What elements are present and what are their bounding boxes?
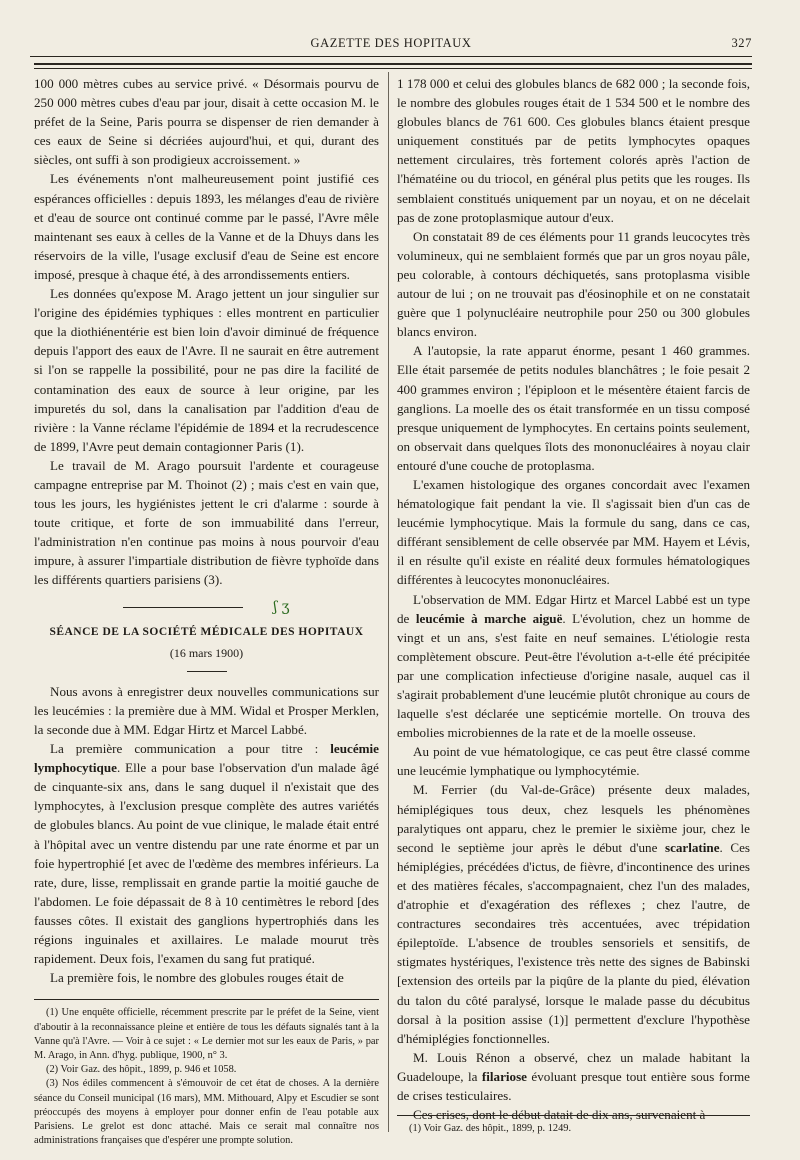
footnote: (1) Voir Gaz. des hôpit., 1899, p. 1249.: [409, 1123, 572, 1134]
footnotes: [34, 1006, 379, 1148]
paragraph: Nous avons à enregistrer deux nouvelles communications sur les leucémies : la première due à MM. Widal et Prosper Merklen, la seconde due à MM. Edgar Hirtz et Marcel Labbé.: [34, 683, 379, 737]
short-rule: [187, 671, 227, 672]
paragraph: L'examen histologique des organes concordait avec l'examen hématologique fait pendant la vie. Il s'agissait bien d'un cas de leucémie lymphocytique. Mais la formule du sang, dans ce cas, différant sensiblement de celle observée par MM. Hayem et Lévis, il en résulte qu'il existe en réalité deux formules hématologiques différentes à leucocytes mononucléaires.: [397, 476, 750, 588]
header-double-rule: [34, 63, 752, 69]
bold-term: leucémie lymphocytique: [34, 741, 379, 776]
paragraph-text: M. Ferrier (du Val-de-Grâce) présente deux malades, hémiplégiques tous deux, chez lesquels les phénomènes paralytiques ont apparu, chez le premier le sixième jour, chez le second le septième jour après le début d'une: [397, 782, 750, 855]
header-rule: [30, 56, 752, 57]
page-number: 327: [731, 36, 752, 50]
bold-term: leucémie à marche aiguë: [415, 610, 563, 626]
paragraph: Les données qu'expose M. Arago jettent un jour singulier sur l'origine des épidémies typhiques : elles montrent en particulier que la diothiénentérie est bien loin d'avoir diminué de fréquence depuis l'apport des eaux de l'Avre. Il ne saurait en être autrement si l'on se rappelle la possibilité, pour ne pas dire la facilité de contamination des eaux de source à leur origine, par les impuretés du sol, dans la canalisation par l'addition d'eau de rivière : la Vanne réclame l'épidémie de 1894 et la recrudescence de 1899, l'Avre peut demain contagionner Paris (1).: [34, 286, 379, 454]
paragraph: [397, 590, 750, 743]
paragraph: [397, 780, 750, 1047]
paragraph-text: M. Louis Rénon a observé, chez un malade habitant la Guadeloupe, la: [397, 1049, 750, 1084]
paragraph-text: . Elle a pour base l'observation d'un malade âgé de cinquante-six ans, dans le sang duquel il n'existait que des lymphocytes, à l'exclusion presque complète des autres variétés de globules blancs. Au point de vue clinique, le malade était entré à l'hôpital avec un ventre distendu par une rate énorme et par un foie hypertrophié [et avec de l'œdème des membres inférieurs. La rate, dure, lisse, remplissait en grande partie la moitié gauche de l'abdomen. Le foie dépassait de 8 à 10 centimètres le rebord [des fausses côtes. Il existait des ganglions hypertrophiés dans les régions inguinales et axillaires. Le malade mourut très rapidement. Deux fois, l'examen du sang fut pratiqué.: [34, 760, 379, 967]
paragraph-text: . L'évolution, chez un homme de vingt et un ans, s'est faite en neuf semaines. L'étiologie resta complètement obscure. Peut-être l'évolution a-t-elle été précipitée par une complication infectieuse d'origine nasale, auquel cas il s'agirait probablement d'une leucémie plutôt chronique au cours de laquelle s'est déclarée une septicémie mortelle. On trouva des embolies microbiennes de la rate et de la moelle osseuse.: [397, 610, 750, 741]
paragraph: Les événements n'ont malheureusement point justifié ces espérances officielles : depuis 1893, les mélanges d'eau de rivière et d'eau de source ont continué comme par le passé, l'Avre mêle maintenant ses eaux à celles de la Vanne et de la Dhuys dans les réservoirs de la ville, l'usage exclusif d'eau de Seine est encore imposé, presque à chaque été, à des arrondissements entiers.: [34, 171, 379, 282]
journal-title: GAZETTE DES HOPITAUX: [310, 36, 472, 50]
section-date: (16 mars 1900): [169, 645, 244, 660]
paragraph: Ces crises, dont le début datait de dix ans, survenaient à: [413, 1107, 706, 1123]
column-divider: [388, 72, 389, 1132]
paragraph: [397, 1048, 750, 1105]
paragraph-text: La première communication a pour titre :: [50, 741, 331, 757]
paragraph-text: . Ces hémiplégies, précédées d'ictus, de fièvre, d'incontinence des urines et des matières fécales, s'accompagnaient, chez l'un des malades, d'atrophie et d'exagération des réflexes ; chez l'autre, de contractures secondaires très accentuées, avec trépidation épileptoïde. L'absence de troubles sensoriels et sensitifs, de stigmates hystériques, l'existence très nette des signes de Babinski [extension des orteils par la piqûre de la plante du pied, élévation du talon du côté paralysé, lorsque le malade passe du décubitus dorsal à la position assise (1)] permettent d'exclure l'hypothèse d'hémiplégies fonctionnelles.: [397, 839, 750, 1046]
paragraph: 100 000 mètres cubes au service privé. « Désormais pourvu de 250 000 mètres cubes d'eau par jour, disait à cette occasion M. le préfet de la Seine, Paris pourra se dispenser de rien demander à ces eaux de Seine si décriées aujourd'hui, et qui, durant des siècles, ont suffi à son prodigieux accroissement. »: [34, 76, 379, 168]
footnotes: [397, 1122, 750, 1136]
page-header: [30, 36, 752, 52]
footnote: (1) Une enquête officielle, récemment prescrite par le préfet de la Seine, vient d'aboutir à la reconnaissance pleine et entière de tous les défauts signalés tant à la Vanne qu'à l'Avre. — Voir à ce sujet : « Le dernier mot sur les eaux de Paris, » par M. Arago, in Ann. d'hyg. publique, 1900, n° 3.: [34, 1007, 379, 1061]
section-title: SÉANCE DE LA SOCIÉTÉ MÉDICALE DES HOPITAUX: [49, 625, 364, 638]
paragraph: La première fois, le nombre des globules rouges était de: [50, 970, 344, 986]
footnote: (3) Nos édiles commencent à s'émouvoir de cet état de choses. A la dernière séance du Conseil municipal (16 mars), MM. Mithouard, Alpy et Escudier se sont préoccupés des moyens à employer pour donner enfin de l'eau potable aux Parisiens. Le grelot est donc attaché. Mais ce serait mal connaître nos administrations françaises que d'espérer une prompte solution.: [34, 1078, 379, 1147]
paragraph: 1 178 000 et celui des globules blancs de 682 000 ; la seconde fois, le nombre des globules rouges était de 1 534 500 et le nombre des globules blancs de 761 600. Ces globules blancs étaient presque uniquement constitués par de petits lymphocytes opaques nettement circulaires, très fortement colorés après l'action de l'hématéine ou du triocol, en général plus petits que les rouges. Ils semblaient constitués uniquement par un noyau, et on ne décelait pas de zone protoplasmique autour d'eux.: [397, 76, 750, 225]
footnote-rule: [34, 999, 379, 1000]
left-column: [34, 74, 379, 1148]
right-footnote-block: [397, 1103, 750, 1136]
bold-term: filariose: [481, 1068, 527, 1084]
handwritten-mark: ʃ ʒ: [273, 598, 290, 615]
paragraph: Le travail de M. Arago poursuit l'ardente et courageuse campagne entreprise par M. Thoinot (2) ; mais c'est en vain que, tous les jours, les hygiénistes jettent le cri d'alarme : sourde à toute critique, et forte de son immuabilité dans l'erreur, l'administration n'en continue pas moins à nous pourvoir d'eau impure, à assurer l'impartiale distribution de fièvre typhoïde dans les différents quartiers parisiens (3).: [34, 457, 379, 588]
paragraph: On constatait 89 de ces éléments pour 11 grands leucocytes très volumineux, qui ne semblaient formés que par un gros noyau pâle, peu colorable, à contours déchiquetés, sans protoplasma visible autour de lui ; on ne trouvait pas d'éosinophile et on ne constatait guère que 1 polynucléaire neutrophile pour 250 ou 300 globules blancs environ.: [397, 228, 750, 340]
paragraph: A l'autopsie, la rate apparut énorme, pesant 1 460 grammes. Elle était parsemée de petits nodules blanchâtres ; le foie pesait 2 400 grammes environ ; l'épiploon et le mésentère étaient farcis de ganglions. La moelle des os était transformée en un tissu composé presque uniquement de lymphocytes. En certains points seulement, on observait dans quelques îlots des mononucléaires à noyau clair entouré d'une couche de protoplasma.: [397, 343, 750, 473]
footnote-rule: [397, 1115, 750, 1116]
paragraph-text: L'observation de MM. Edgar Hirtz et Marcel Labbé est un type de: [397, 591, 750, 626]
paragraph: Au point de vue hématologique, ce cas peut être classé comme une leucémie lymphatique ou lymphocytémie.: [397, 744, 750, 779]
footnote: (2) Voir Gaz. des hôpit., 1899, p. 946 et 1058.: [46, 1064, 237, 1076]
section-separator: [34, 598, 379, 617]
separator-line: [123, 607, 243, 608]
paragraph: [34, 739, 379, 968]
bold-term: scarlatine: [664, 839, 720, 855]
right-column: [397, 74, 750, 1124]
paragraph-text: évoluant presque tout entière sous forme de crises testiculaires.: [397, 1068, 750, 1103]
